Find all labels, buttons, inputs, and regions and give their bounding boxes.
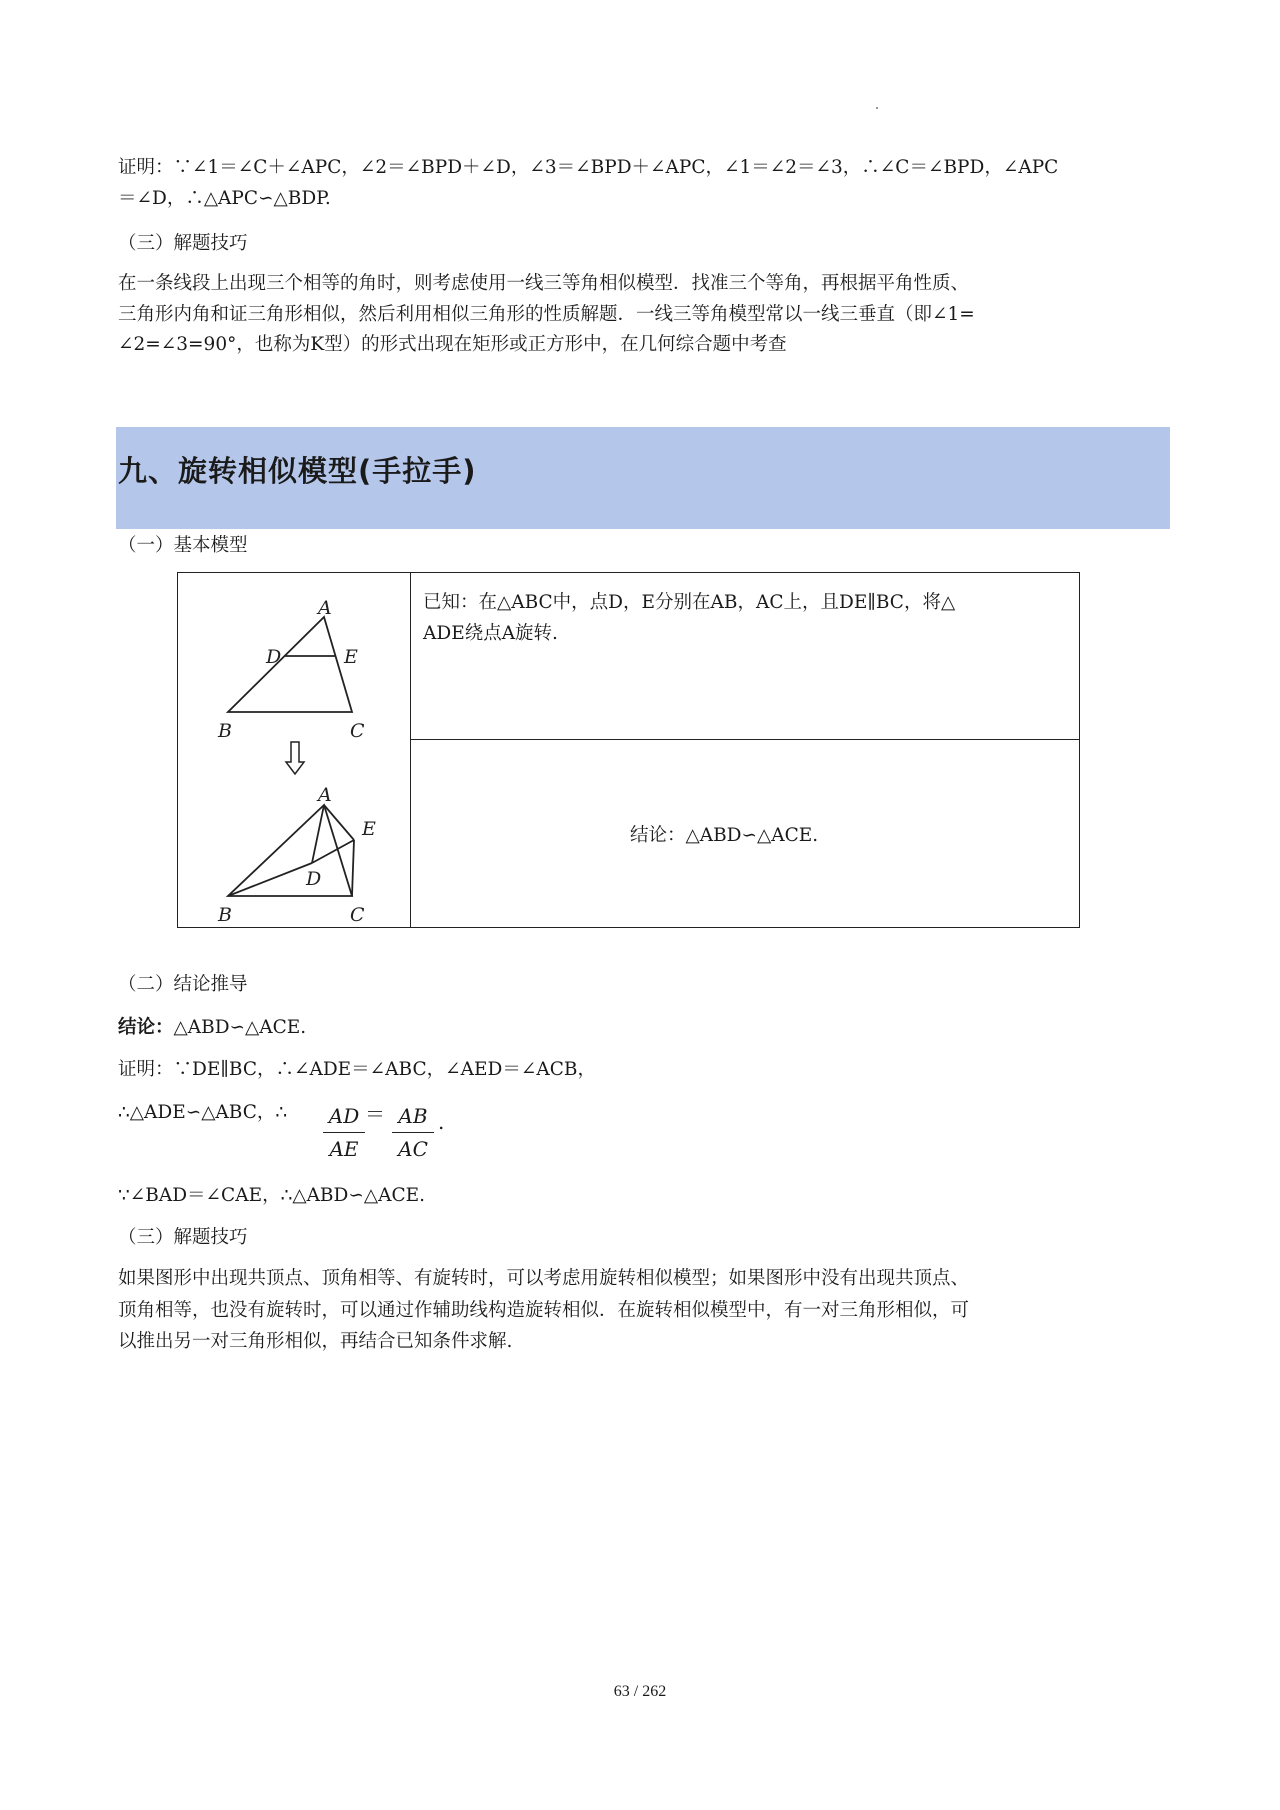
fraction-denominator: AE	[329, 1137, 359, 1161]
basic-model-heading: （一）基本模型	[118, 535, 248, 556]
conclusion-label: 结论：	[118, 1017, 174, 1038]
triangle-abc-top	[228, 617, 352, 712]
proof-line-1: 证明：∵∠1＝∠C＋∠APC，∠2＝∠BPD＋∠D，∠3＝∠BPD＋∠APC，∠1＝∠2＝∠3，∴∠C＝∠BPD，∠APC	[118, 157, 1059, 178]
tips-paragraph-line: 顶角相等，也没有旋转时，可以通过作辅助线构造旋转相似．在旋转相似模型中，有一对三角形相似，可	[118, 1300, 970, 1321]
tips-paragraph-line: ∠2=∠3=90°，也称为K型）的形式出现在矩形或正方形中，在几何综合题中考查	[118, 334, 787, 355]
derivation-conclusion	[118, 1013, 1170, 1043]
equals-sign: ＝	[365, 1102, 385, 1126]
proof-line-2: ＝∠D，∴△APC∽△BDP.	[118, 188, 331, 209]
label-a-top: A	[318, 597, 332, 619]
conclusion-statement: △ABD∽△ACE.	[173, 1017, 307, 1038]
derivation-proof-line: 证明：∵DE∥BC，∴∠ADE＝∠ABC，∠AED＝∠ACB，	[118, 1059, 596, 1080]
fraction-numerator: AB	[398, 1104, 428, 1128]
label-e-top: E	[344, 646, 358, 668]
label-d-bottom: D	[306, 868, 322, 890]
known-cell	[411, 573, 1079, 740]
label-c-bottom: C	[350, 904, 365, 926]
figure-cell	[178, 573, 411, 927]
tips-paragraph-line: 以推出另一对三角形相似，再结合已知条件求解.	[118, 1331, 513, 1352]
page-number: 63 / 262	[613, 1683, 667, 1700]
label-a-bottom: A	[318, 784, 332, 806]
fraction-numerator: AD	[328, 1104, 360, 1128]
fraction-bar	[392, 1132, 434, 1133]
derivation-proof-line: ∴△ADE∽△ABC，∴	[118, 1102, 288, 1123]
known-line: 已知：在△ABC中，点D，E分别在AB，AC上，且DE∥BC，将△	[423, 592, 956, 613]
fraction-ad-ae	[323, 1104, 365, 1161]
conclusion-cell	[411, 740, 1079, 927]
tips-heading-2: （三）解题技巧	[118, 1227, 248, 1248]
tips-heading-1: （三）解题技巧	[118, 233, 248, 254]
derivation-proof-line: ∵∠BAD＝∠CAE，∴△ABD∽△ACE.	[118, 1185, 425, 1206]
fraction-bar	[323, 1132, 365, 1133]
segment-bd-bottom	[228, 863, 312, 896]
tips-paragraph-line: 在一条线段上出现三个相等的角时，则考虑使用一线三等角相似模型．找准三个等角，再根据平角性质、	[118, 273, 970, 294]
triangle-figures	[178, 573, 408, 927]
label-b-top: B	[218, 720, 232, 742]
label-b-bottom: B	[218, 904, 232, 926]
fraction-ab-ac	[392, 1104, 434, 1161]
model-table	[177, 572, 1080, 928]
tips-paragraph-line: 如果图形中出现共顶点、顶角相等、有旋转时，可以考虑用旋转相似模型；如果图形中没有出现共顶点、	[118, 1268, 970, 1289]
label-c-top: C	[350, 720, 365, 742]
segment-de-bottom	[312, 840, 354, 863]
derivation-heading: （二）结论推导	[118, 974, 248, 995]
label-e-bottom: E	[362, 818, 376, 840]
section-banner	[116, 427, 1170, 529]
label-d-top: D	[266, 646, 282, 668]
down-arrow-icon	[286, 742, 304, 774]
conclusion-text: 结论：△ABD∽△ACE.	[630, 825, 819, 846]
tips-paragraph-line: 三角形内角和证三角形相似，然后利用相似三角形的性质解题．一线三等角模型常以一线三垂直（即∠1=	[118, 304, 975, 325]
section-title: 九、旋转相似模型(手拉手)	[118, 454, 477, 488]
segment-ce-bottom	[352, 840, 354, 896]
scan-dot	[876, 107, 878, 109]
fraction-denominator: AC	[398, 1137, 428, 1161]
period: .	[438, 1110, 445, 1134]
known-line: ADE绕点A旋转.	[423, 623, 558, 644]
